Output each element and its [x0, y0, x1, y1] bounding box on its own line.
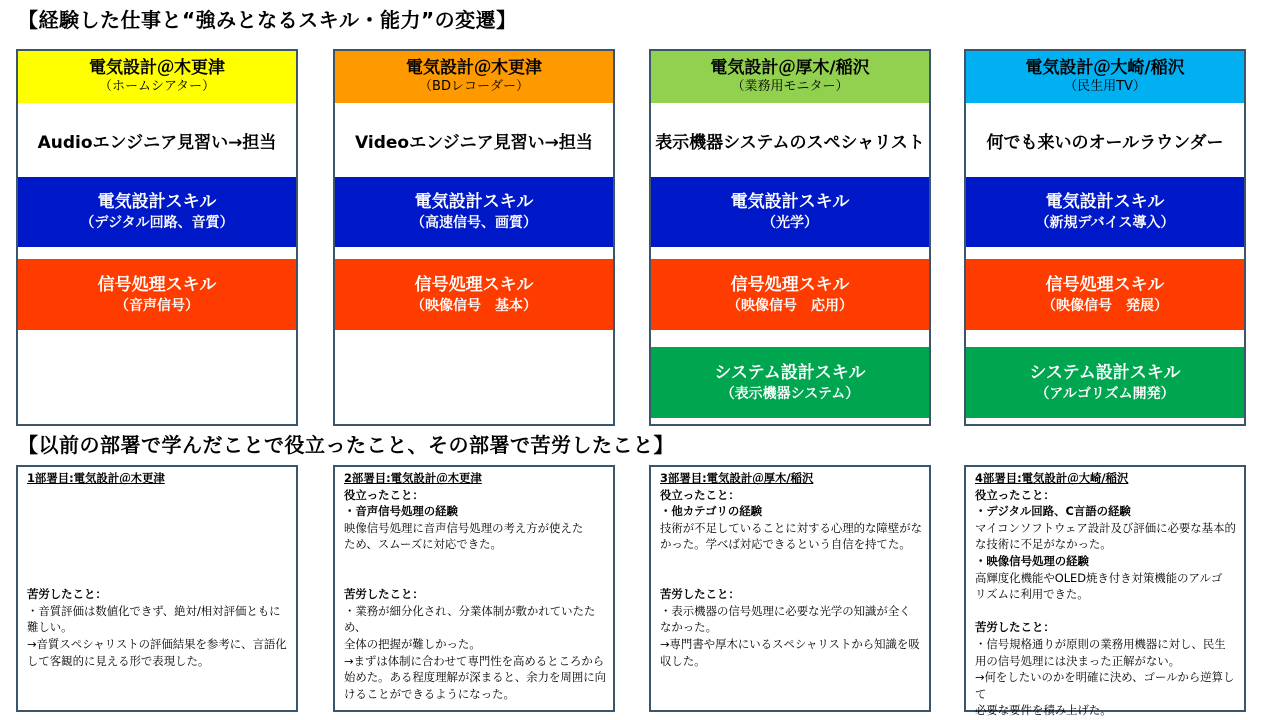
skill-block-signal [18, 259, 296, 330]
skill-detail: （表示機器システム） [720, 385, 860, 402]
page-title: 【経験した仕事と“強みとなるスキル・能力”の変遷】 [18, 8, 517, 32]
text-line: 映像信号処理に音声信号処理の考え方が使えた [344, 520, 584, 535]
column-header [966, 51, 1244, 103]
text-line: 技術が不足していることに対する心理的な障壁がな [660, 520, 922, 535]
box-header: 1部署目:電気設計＠木更津 [27, 471, 165, 485]
hardship-label: 苦労したこと： [975, 620, 1055, 635]
skill-detail: （光学） [762, 215, 818, 231]
section-title: 【以前の部署で学んだことで役立ったこと、その部署で苦労したこと】 [18, 433, 674, 457]
hardship-label: 苦労したこと： [27, 587, 107, 602]
career-column-1 [16, 49, 298, 426]
column-title: 電気設計＠大崎/稲沢 [1025, 58, 1185, 78]
text-line: 全体の把握が難しかった。 [344, 636, 481, 651]
useful-label: 役立ったこと： [975, 487, 1055, 502]
text-line: かった。学べば対応できるという自信を持てた。 [660, 537, 911, 552]
column-subtitle: （BDレコーダー） [419, 79, 529, 94]
lesson-box-2 [333, 465, 615, 712]
hardship-label: 苦労したこと： [660, 587, 740, 602]
column-title: 電気設計＠厚木/稲沢 [710, 58, 870, 78]
career-column-2 [333, 49, 615, 426]
text-line: ・表示機器の信号処理に必要な光学の知識が全く [660, 603, 911, 618]
text-line: →専門書や厚木にいるスペシャリストから知識を吸 [660, 636, 920, 651]
text-line: して客観的に見える形で表現した。 [27, 653, 210, 668]
text-line: ため、スムーズに対応できた。 [344, 537, 502, 552]
text-line: →まずは体制に合わせて専門性を高めるところから [344, 653, 605, 668]
career-column-3 [649, 49, 931, 426]
skill-block-signal [651, 259, 929, 330]
text-line: なかった。 [660, 620, 717, 635]
skill-detail: （高速信号、画質） [411, 215, 537, 231]
skill-detail: （新規デバイス導入） [1035, 215, 1175, 231]
text-line: 必要な要件を積み上げた。 [975, 703, 1112, 718]
role-label: Audioエンジニア見習い→担当 [37, 132, 277, 153]
skill-title: 信号処理スキル [730, 274, 850, 295]
text-line: 収した。 [660, 653, 706, 668]
skill-block-electrical [651, 177, 929, 247]
skill-block-system [966, 347, 1244, 418]
skill-title: 信号処理スキル [97, 274, 217, 295]
career-column-4 [964, 49, 1246, 426]
useful-label: 役立ったこと： [660, 487, 740, 502]
role-label: Videoエンジニア見習い→担当 [355, 132, 593, 153]
useful-item: ・音声信号処理の経験 [344, 504, 458, 519]
box-header: 2部署目:電気設計＠木更津 [344, 471, 482, 485]
skill-detail: （音声信号） [115, 297, 199, 314]
skill-block-signal [335, 259, 613, 330]
skill-block-signal [966, 259, 1244, 330]
text-line: →何をしたいのかを明確に決め、ゴールから逆算して [975, 670, 1235, 701]
text-line: 用の信号処理には決まった正解がない。 [975, 653, 1181, 668]
useful-label: 役立ったこと： [344, 487, 424, 502]
lesson-box-3 [649, 465, 931, 712]
text-line: →音質スペシャリストの評価結果を参考に、言語化 [27, 636, 287, 651]
text-line: けることができるようになった。 [344, 686, 515, 701]
skill-title: 信号処理スキル [414, 274, 534, 295]
text-line: ・業務が細分化され、分業体制が敷かれていたため、 [344, 603, 596, 635]
skill-detail: （映像信号 発展） [1042, 297, 1168, 314]
role-label: 表示機器システムのスペシャリスト [655, 132, 925, 153]
skill-title: 電気設計スキル [414, 192, 534, 212]
column-subtitle: （民生用TV） [1064, 79, 1146, 94]
column-subtitle: （ホームシアター） [98, 79, 216, 94]
skill-title: システム設計スキル [1029, 362, 1181, 383]
text-line: マイコンソフトウェア設計及び評価に必要な基本的 [975, 520, 1236, 535]
skill-title: 電気設計スキル [730, 192, 850, 212]
column-title: 電気設計＠木更津 [89, 58, 225, 78]
skill-block-system [651, 347, 929, 418]
text-line: 難しい。 [27, 620, 73, 635]
skill-detail: （映像信号 応用） [727, 297, 853, 314]
text-line: ・信号規格通りが原則の業務用機器に対し、民生 [975, 636, 1226, 651]
column-header [651, 51, 929, 103]
column-title: 電気設計＠木更津 [406, 58, 542, 78]
column-header [335, 51, 613, 103]
lesson-box-1 [16, 465, 298, 712]
text-line: リズムに利用できた。 [975, 587, 1089, 602]
skill-block-electrical [335, 177, 613, 247]
text-line: ・音質評価は数値化できず、絶対/相対評価ともに [27, 603, 281, 618]
lesson-box-4 [964, 465, 1246, 718]
text-line: な技術に不足がなかった。 [975, 537, 1112, 552]
skill-detail: （アルゴリズム開発） [1035, 385, 1175, 402]
text-line: 始めた。ある程度理解が深まると、余力を周囲に向 [344, 670, 606, 685]
box-header: 4部署目:電気設計＠大崎/稲沢 [975, 471, 1129, 485]
hardship-label: 苦労したこと： [344, 587, 424, 602]
skill-detail: （デジタル回路、音質） [80, 215, 234, 231]
column-subtitle: （業務用モニター） [731, 79, 849, 94]
role-label: 何でも来いのオールラウンダー [986, 132, 1224, 153]
skill-title: 電気設計スキル [1045, 192, 1165, 212]
box-header: 3部署目:電気設計＠厚木/稲沢 [660, 471, 814, 485]
text-line: 高輝度化機能やOLED焼き付き対策機能のアルゴ [975, 570, 1223, 585]
skill-title: 電気設計スキル [97, 192, 217, 212]
skill-title: システム設計スキル [714, 362, 866, 383]
skill-title: 信号処理スキル [1045, 274, 1165, 295]
skill-block-electrical [966, 177, 1244, 247]
skill-block-electrical [18, 177, 296, 247]
useful-item: ・他カテゴリの経験 [660, 504, 763, 519]
useful-item: ・映像信号処理の経験 [975, 553, 1089, 568]
column-header [18, 51, 296, 103]
useful-item: ・デジタル回路、C言語の経験 [975, 504, 1131, 519]
skill-detail: （映像信号 基本） [411, 297, 537, 314]
